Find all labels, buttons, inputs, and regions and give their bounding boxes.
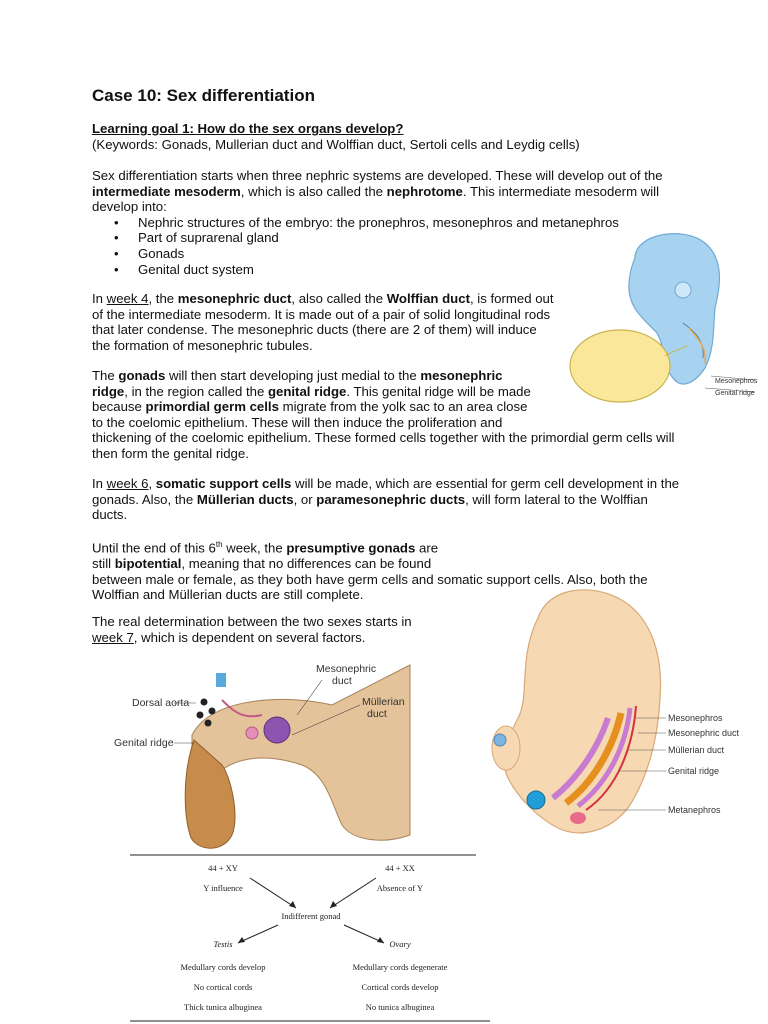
- flow-right-row: Cortical cords develop: [361, 982, 439, 992]
- week7-paragraph: The real determination between the two sexes starts in week 7, which is dependent on several factors.: [92, 614, 412, 645]
- page-title: Case 10: Sex differentiation: [92, 86, 315, 105]
- week6-paragraph: In week 6, somatic support cells will be made, which are essential for germ cell development in the gonads. Also, the Müllerian ducts, or paramesonephric ducts, will form lateral to the Wolffian ducts.: [92, 476, 680, 523]
- list-item: • Gonads: [92, 246, 677, 262]
- flow-absence-y: Absence of Y: [376, 883, 424, 893]
- learning-goal-heading: Learning goal 1: How do the sex organs develop?: [92, 121, 404, 136]
- flow-left-row: Thick tunica albuginea: [184, 1002, 262, 1012]
- cloaca: [527, 791, 545, 809]
- yolk-sac: [570, 330, 670, 402]
- flow-left-karyotype: 44 + XY: [208, 863, 238, 873]
- label-mesonephros: Mesonephros: [715, 378, 758, 385]
- mullerian-duct-shape: [264, 717, 290, 743]
- cross-section-figure: [112, 655, 412, 855]
- label-genital-ridge: Genital ridge: [114, 737, 174, 749]
- flow-right-row: No tunica albuginea: [365, 1002, 435, 1012]
- label-mesonephric-duct-word: duct: [332, 675, 352, 687]
- flow-right-karyotype: 44 + XX: [385, 863, 415, 873]
- flow-left-row: No cortical cords: [193, 982, 253, 992]
- label-dorsal-aorta: Dorsal aorta: [132, 697, 190, 709]
- flow-indifferent-gonad: Indifferent gonad: [281, 911, 341, 921]
- label-mullerian-duct-word: duct: [367, 708, 387, 720]
- label-mesonephric: Mesonephric: [316, 663, 377, 675]
- label-mesonephros: Mesonephros: [668, 713, 723, 723]
- label-mullerian: Müllerian: [362, 696, 405, 708]
- bipotential-paragraph: Until the end of this 6th week, the presumptive gonads are still bipotential, meaning that no differences can be found between male or female, as they both have germ cells and somatic support cells. Also, both the Wolffian and Müllerian ducts are still complete.: [92, 540, 648, 603]
- label-genital-ridge: Genital ridge: [715, 390, 755, 397]
- gonad-flowchart: [128, 853, 492, 1024]
- list-item: • Genital duct system: [92, 262, 677, 278]
- flow-right-row: Medullary cords degenerate: [352, 962, 448, 972]
- embryo-yolk-sac-figure: [565, 228, 760, 413]
- flow-ovary: Ovary: [389, 939, 411, 949]
- flow-testis: Testis: [213, 939, 233, 949]
- label-genital-ridge: Genital ridge: [668, 766, 720, 776]
- learning-goal: [92, 121, 692, 152]
- embryo-limb: [492, 726, 520, 770]
- week4-paragraph: In week 4, the mesonephric duct, also called the Wolffian duct, is formed out of the intermediate mesoderm. It is made out of a pair of solid longitudinal rods that later condense. The mesonephric ducts (there are 2 of them) will induce the formation of mesonephric tubules.: [92, 291, 554, 353]
- list-item: • Nephric structures of the embryo: the pronephros, mesonephros and metanephros: [92, 215, 677, 231]
- embryo-ducts-figure: [478, 578, 760, 868]
- embryo-eye: [675, 282, 691, 298]
- intro-text: Sex differentiation starts when three nephric systems are developed. These will develop out of the intermediate mesoderm, which is also called the nephrotome. This intermediate mesoderm will develop into:: [92, 168, 663, 215]
- gonads-paragraph: The gonads will then start developing just medial to the mesonephric ridge, in the region called the genital ridge. This genital ridge will be made because primordial germ cells migrate from the yolk sac to an area close to the coelomic epithelium. These will then induce the proliferation and thickening of the coelomic epithelium. These formed cells together with the primordial germ cells will then form the genital ridge.: [92, 368, 675, 461]
- learning-goal-keywords: (Keywords: Gonads, Mullerian duct and Wolffian duct, Sertoli cells and Leydig cells): [92, 136, 580, 152]
- label-mesonephric-duct: Mesonephric duct: [668, 728, 740, 738]
- label-mullerian-duct: Müllerian duct: [668, 745, 725, 755]
- flow-y-influence: Y influence: [203, 883, 243, 893]
- label-metanephros: Metanephros: [668, 805, 721, 815]
- flow-left-row: Medullary cords develop: [180, 962, 266, 972]
- list-item: • Part of suprarenal gland: [92, 230, 677, 246]
